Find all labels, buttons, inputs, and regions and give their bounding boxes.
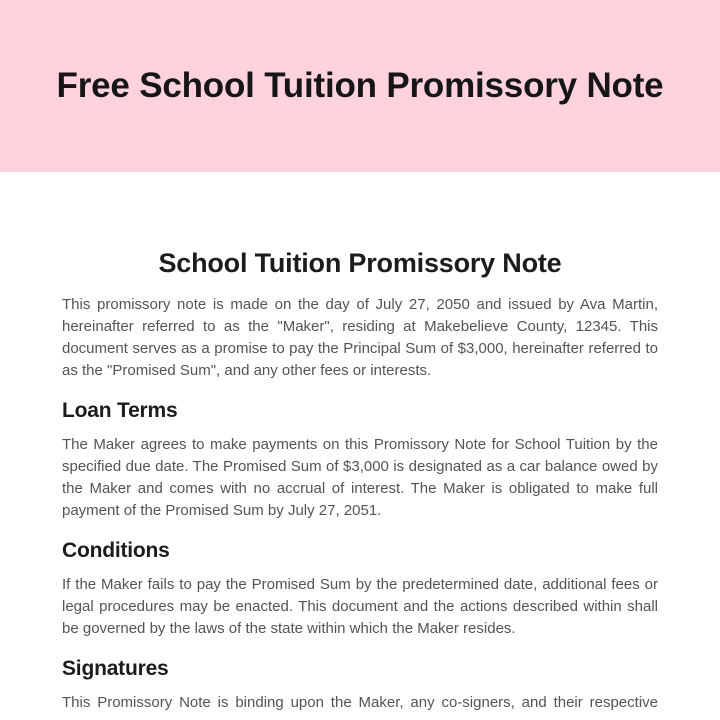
section-body-loan-terms: The Maker agrees to make payments on this Promissory Note for School Tuition by the specified due date. The Promised Sum of $3,000 is designated as a car balance owed by the Maker and comes with no accrual of interest. The Maker is obligated to make full payment of the Promised Sum by July 27, 2051. <box>62 436 658 519</box>
section-conditions <box>62 538 658 640</box>
intro-paragraph: This promissory note is made on the day of July 27, 2050 and issued by Ava Martin, hereinafter referred to as the "Maker", residing at Makebelieve County, 12345. This document serves as a promise to pay the Principal Sum of $3,000, hereinafter referred to as the "Promised Sum", and any other fees or interests. <box>62 296 658 379</box>
title-banner <box>0 0 720 172</box>
section-heading-conditions: Conditions <box>62 539 170 562</box>
banner-title: Free School Tuition Promissory Note <box>56 66 664 105</box>
section-heading-signatures: Signatures <box>62 657 169 680</box>
section-loan-terms <box>62 398 658 522</box>
document-page <box>0 246 720 714</box>
section-heading-loan-terms: Loan Terms <box>62 399 178 422</box>
document-title: School Tuition Promissory Note <box>158 248 562 278</box>
section-body-conditions: If the Maker fails to pay the Promised Sum by the predetermined date, additional fees or legal procedures may be enacted. This document and the actions described within shall be governed by the laws of the state within which the Maker resides. <box>62 576 658 637</box>
section-signatures <box>62 656 658 714</box>
section-body-signatures: This Promissory Note is binding upon the Maker, any co-signers, and their respective <box>62 694 658 711</box>
